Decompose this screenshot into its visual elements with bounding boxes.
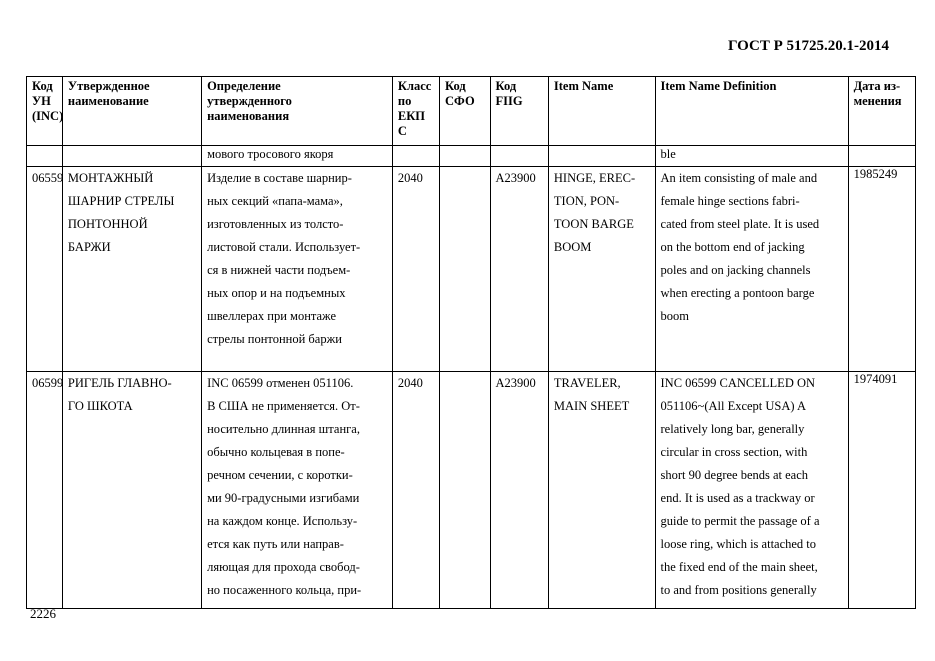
cell-item-name — [548, 167, 655, 372]
column-header-fiig-code — [490, 77, 548, 146]
text-line: HINGE, EREC- — [553, 171, 636, 185]
text-line: менения — [853, 94, 902, 108]
cell-definition — [202, 372, 393, 609]
text-line: 051106~(All Except USA) A — [660, 399, 807, 413]
text-line: ся в нижней части подъем- — [207, 263, 351, 277]
cell-inc: 06559 — [27, 167, 63, 372]
cell-name — [62, 146, 201, 167]
text-line: Класс — [397, 79, 432, 93]
text-line: An item consisting of male and — [660, 171, 818, 185]
text-line: ЕКП — [397, 109, 426, 123]
text-line: МОНТАЖНЫЙ — [67, 171, 154, 185]
text-line: on the bottom end of jacking — [660, 240, 805, 254]
text-line: ется как путь или направ- — [207, 537, 344, 551]
text-line: стрелы понтонной баржи — [207, 332, 342, 346]
cell-ekps: 2040 — [392, 167, 439, 372]
page-number: 2226 — [30, 606, 56, 621]
text-line: Код — [445, 79, 466, 93]
text-line: ляющая для прохода свобод- — [207, 560, 360, 574]
cell-definition — [202, 167, 393, 372]
text-line: СФО — [445, 94, 475, 108]
text-line: Код — [32, 79, 53, 93]
cell-ekps — [392, 146, 439, 167]
column-header-sfo-code — [440, 77, 491, 146]
text-line: Изделие в составе шарнир- — [207, 171, 352, 185]
text-line: circular in cross section, with — [660, 445, 808, 459]
text-line: на каждом конце. Использу- — [207, 514, 358, 528]
cell-definition: мового тросового якоря — [202, 146, 393, 167]
text-line: female hinge sections fabri- — [660, 194, 800, 208]
text-line: end. It is used as a trackway or — [660, 491, 815, 505]
text-line: наименование — [67, 94, 149, 108]
text-line: Item Name — [553, 79, 614, 93]
cell-item-name — [548, 372, 655, 609]
text-line: loose ring, which is attached to — [660, 537, 817, 551]
cell-date: 1985249 — [848, 167, 915, 372]
text-line: по — [397, 94, 412, 108]
text-line: РИГЕЛЬ ГЛАВНО- — [67, 376, 172, 390]
document-header: ГОСТ Р 51725.20.1-2014 — [727, 38, 889, 54]
text-line: ШАРНИР СТРЕЛЫ — [67, 194, 175, 208]
cell-fiig: A23900 — [490, 167, 548, 372]
column-header-inc — [27, 77, 63, 146]
text-line: TION, PON- — [553, 194, 620, 208]
text-line: ных опор и на подъемных — [207, 286, 346, 300]
column-header-change-date — [848, 77, 915, 146]
cell-name — [62, 167, 201, 372]
text-line: INC 06599 CANCELLED ON — [660, 376, 816, 390]
table-row — [27, 372, 916, 609]
text-line: when erecting a pontoon barge — [660, 286, 815, 300]
cell-sfo — [440, 372, 491, 609]
text-line: утвержденного — [207, 94, 292, 108]
text-line: cated from steel plate. It is used — [660, 217, 820, 231]
column-header-item-name-definition — [655, 77, 848, 146]
cell-sfo — [440, 146, 491, 167]
text-line: boom — [660, 309, 689, 323]
text-line: Определение — [207, 79, 281, 93]
text-line: БАРЖИ — [67, 240, 111, 254]
text-line: ми 90-градусными изгибами — [207, 491, 360, 505]
text-line: the fixed end of the main sheet, — [660, 560, 818, 574]
text-line: Дата из- — [853, 79, 901, 93]
text-line: швеллерах при монтаже — [207, 309, 337, 323]
text-line: relatively long bar, generally — [660, 422, 805, 436]
text-line: INC 06599 отменен 051106. — [207, 376, 354, 390]
text-line: УН — [32, 94, 51, 108]
text-line: guide to permit the passage of a — [660, 514, 820, 528]
text-line: листовой стали. Использует- — [207, 240, 361, 254]
text-line: Item Name Definition — [660, 79, 777, 93]
column-header-ekps-class — [392, 77, 439, 146]
text-line: ных секций «папа-мама», — [207, 194, 343, 208]
cell-name — [62, 372, 201, 609]
text-line: FIIG — [495, 94, 523, 108]
text-line: носительно длинная штанга, — [207, 422, 360, 436]
column-header-name-definition — [202, 77, 393, 146]
text-line: poles and on jacking channels — [660, 263, 811, 277]
text-line: short 90 degree bends at each — [660, 468, 809, 482]
text-line: TOON BARGE — [553, 217, 634, 231]
text-line: ГО ШКОТА — [67, 399, 133, 413]
text-line: Код — [495, 79, 517, 93]
cell-sfo — [440, 167, 491, 372]
text-line: обычно кольцевая в попе- — [207, 445, 345, 459]
table-row-continuation — [27, 146, 916, 167]
text-line: TRAVELER, — [553, 376, 621, 390]
cell-inc — [27, 146, 63, 167]
cell-date: 1974091 — [848, 372, 915, 609]
text-line: ПОНТОННОЙ — [67, 217, 148, 231]
cell-ekps: 2040 — [392, 372, 439, 609]
column-header-approved-name — [62, 77, 201, 146]
text-line: (INC) — [32, 109, 64, 123]
text-line: to and from positions generally — [660, 583, 817, 597]
cell-fiig — [490, 146, 548, 167]
text-line: изготовленных из толсто- — [207, 217, 344, 231]
text-line: но посаженного кольца, при- — [207, 583, 362, 597]
cell-fiig: A23900 — [490, 372, 548, 609]
cell-item-name — [548, 146, 655, 167]
column-header-item-name — [548, 77, 655, 146]
text-line: наименования — [207, 109, 290, 123]
table-header-row — [27, 77, 916, 146]
cell-item-definition — [655, 167, 848, 372]
cell-date — [848, 146, 915, 167]
text-line: BOOM — [553, 240, 592, 254]
text-line: С — [397, 124, 407, 138]
cell-item-definition — [655, 372, 848, 609]
nomenclature-table — [26, 76, 916, 609]
text-line: MAIN SHEET — [553, 399, 630, 413]
text-line: Утвержденное — [67, 79, 150, 93]
cell-item-definition: ble — [655, 146, 848, 167]
table-row — [27, 167, 916, 372]
text-line: речном сечении, с коротки- — [207, 468, 353, 482]
text-line: В США не применяется. От- — [207, 399, 360, 413]
cell-inc: 06599 — [27, 372, 63, 609]
